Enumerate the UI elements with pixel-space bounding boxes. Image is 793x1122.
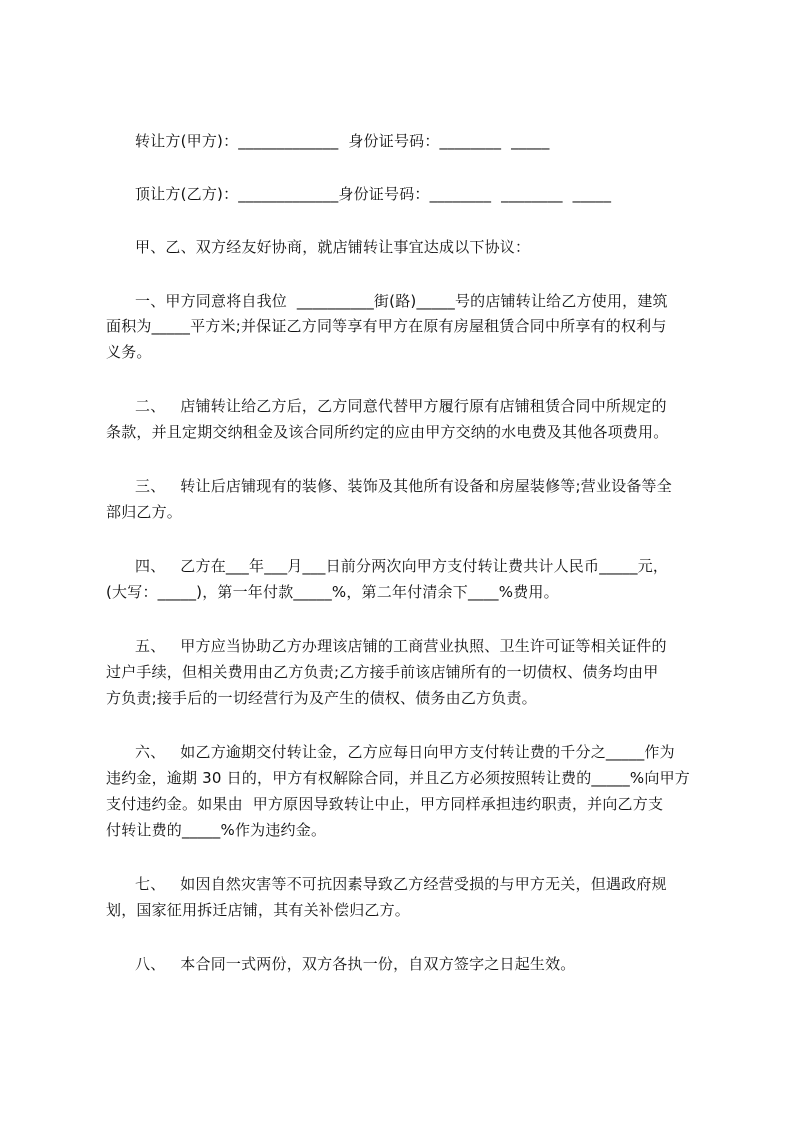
clause-4-line-2: (大写：_____)，第一年付款_____%，第二年付清余下____%费用。: [106, 583, 559, 601]
clause-1-line-3: 义务。: [106, 343, 152, 361]
clause-2-line-1: 二、 店铺转让给乙方后，乙方同意代替甲方履行原有店铺租赁合同中所规定的: [135, 397, 667, 415]
clause-6-line-3: 支付违约金。如果由 甲方原因导致转让中止，甲方同样承担违约职责，并向乙方支: [106, 795, 664, 813]
clause-5-line-3: 方负责;接手后的一切经营行为及产生的债权、债务由乙方负责。: [106, 689, 537, 707]
clause-4-line-1: 四、 乙方在___年___月___日前分两次向甲方支付转让费共计人民币_____元，: [135, 557, 669, 575]
clause-7-line-1: 七、 如因自然灾害等不可抗因素导致乙方经营受损的与甲方无关，但遇政府规: [135, 875, 667, 893]
clause-5-line-2: 过户手续，但相关费用由乙方负责;乙方接手前该店铺所有的一切债权、债务均由甲: [106, 663, 659, 681]
transferee-line: 顶让方(乙方)：_____________身份证号码：________ ________ _____: [135, 185, 612, 203]
clause-3-line-2: 部归乙方。: [106, 503, 183, 521]
clause-8-line-1: 八、 本合同一式两份，双方各执一份，自双方签字之日起生效。: [135, 955, 576, 973]
clause-5-line-1: 五、 甲方应当协助乙方办理该店铺的工商营业执照、卫生许可证等相关证件的: [135, 637, 667, 655]
clause-6-line-1: 六、 如乙方逾期交付转让金，乙方应每日向甲方支付转让费的千分之_____作为: [135, 743, 675, 761]
agreement-intro: 甲、乙、双方经友好协商，就店铺转让事宜达成以下协议：: [135, 238, 531, 256]
clause-1-line-2: 面积为_____平方米;并保证乙方同等享有甲方在原有房屋租赁合同中所享有的权利与: [106, 317, 667, 335]
clause-1-line-1: 一、甲方同意将自我位 __________街(路)_____号的店铺转让给乙方使用，建筑: [135, 292, 668, 310]
transferor-line: 转让方(甲方)：_____________ 身份证号码：________ _____: [135, 132, 550, 150]
clause-7-line-2: 划，国家征用拆迁店铺，其有关补偿归乙方。: [106, 901, 411, 919]
clause-6-line-2: 违约金，逾期 30 日的，甲方有权解除合同，并且乙方必须按照转让费的_____%向甲方: [106, 769, 690, 787]
clause-2-line-2: 条款，并且定期交纳租金及该合同所约定的应由甲方交纳的水电费及其他各项费用。: [106, 423, 669, 441]
clause-3-line-1: 三、 转让后店铺现有的装修、装饰及其他所有设备和房屋装修等;营业设备等全: [135, 477, 672, 495]
clause-6-line-4: 付转让费的_____%作为违约金。: [106, 821, 327, 839]
